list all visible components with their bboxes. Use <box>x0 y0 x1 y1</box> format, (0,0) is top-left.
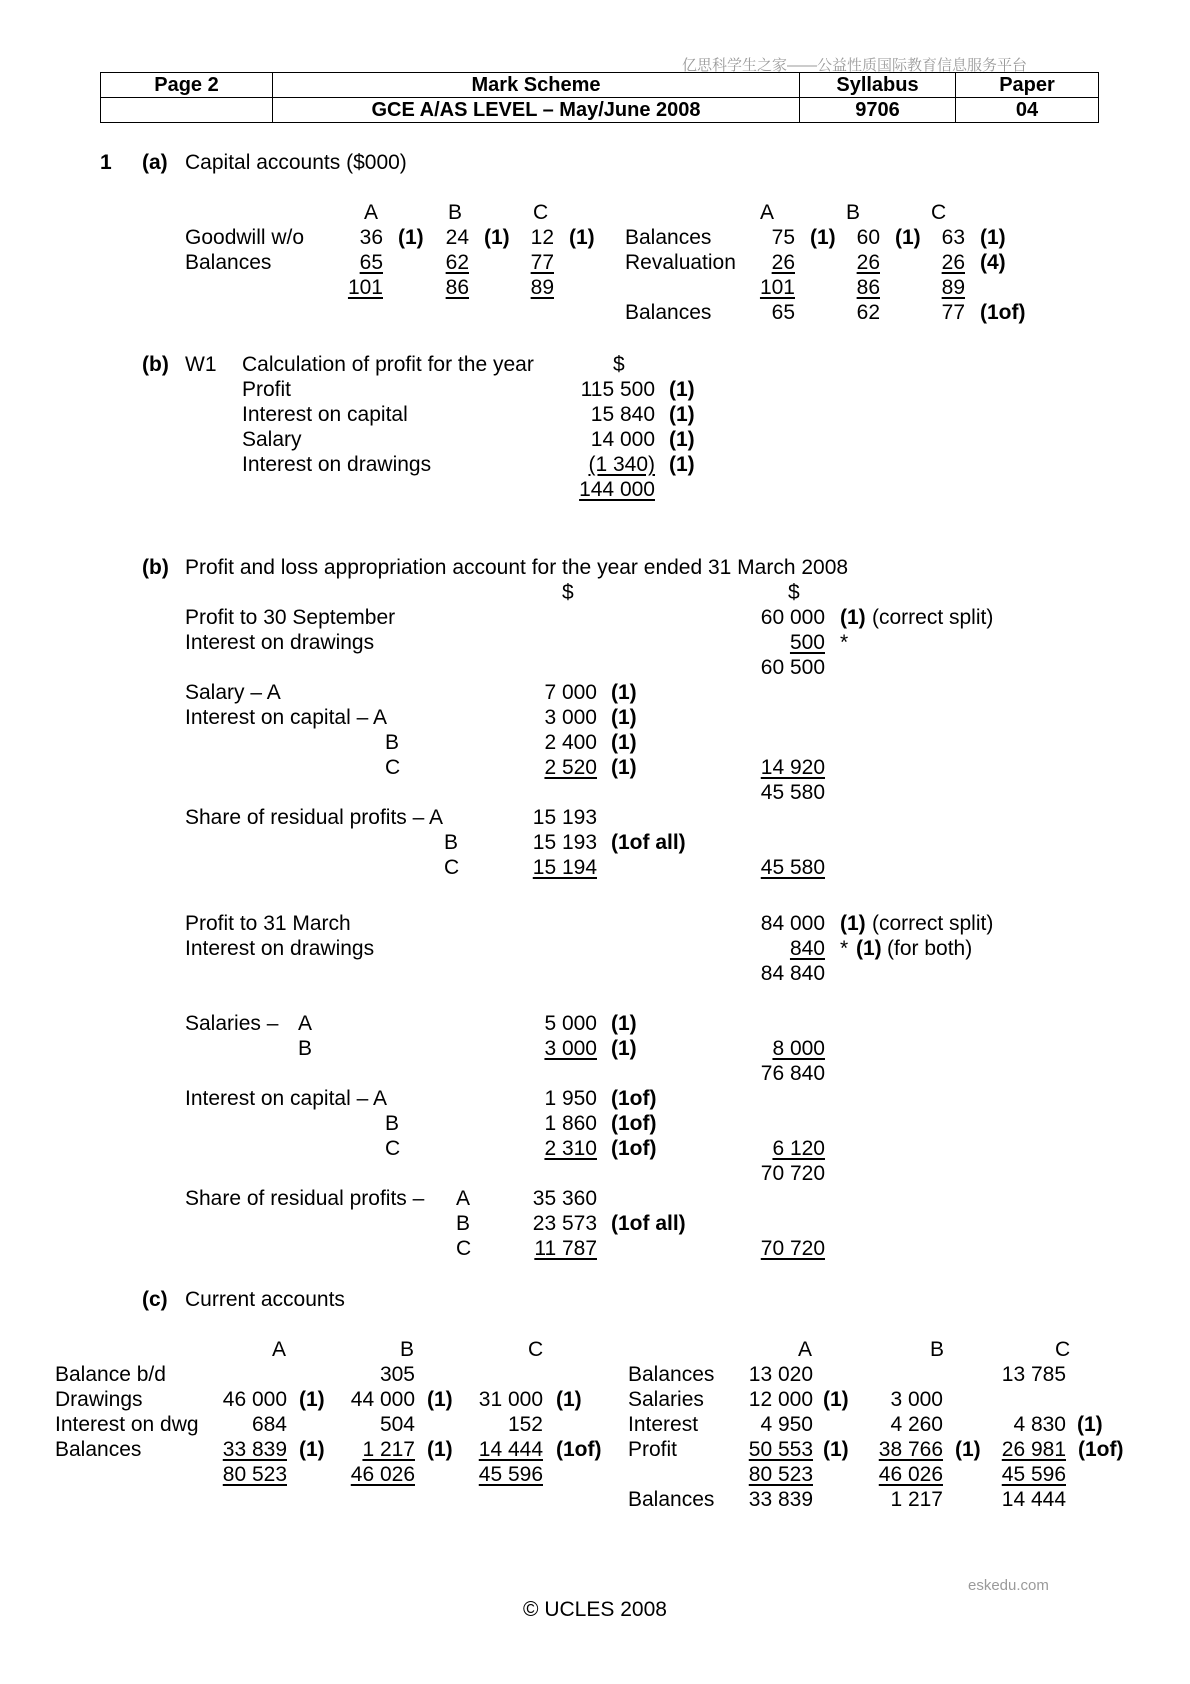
value: 13 020 <box>748 1363 813 1386</box>
row-label: C <box>385 1137 401 1160</box>
appropriation-title: Profit and loss appropriation account for the year ended 31 March 2008 <box>185 556 849 579</box>
row-label: A <box>298 1012 313 1035</box>
value: 62 <box>856 301 880 324</box>
value: 14 000 <box>590 428 655 451</box>
value: 70 720 <box>760 1237 825 1260</box>
row-label: Interest on dwg <box>55 1413 199 1436</box>
mark: (1) <box>611 681 637 704</box>
mark: (1) <box>484 226 510 249</box>
mark: (1) <box>955 1438 981 1461</box>
value: 77 <box>530 251 554 274</box>
mark: (4) <box>980 251 1006 274</box>
col-header: A <box>272 1338 287 1361</box>
value: 23 573 <box>532 1212 597 1235</box>
value: 1 950 <box>544 1087 597 1110</box>
value: 504 <box>379 1413 415 1436</box>
value: 14 444 <box>1001 1488 1066 1511</box>
row-label: Profit <box>242 378 292 401</box>
value: 3 000 <box>890 1388 943 1411</box>
header-paper: 04 <box>956 98 1099 123</box>
col-header: B <box>400 1338 415 1361</box>
value: 24 <box>445 226 469 249</box>
mark: (1) <box>611 1012 637 1035</box>
row-label: Share of residual profits – <box>185 1187 425 1210</box>
row-label: C <box>444 856 460 879</box>
row-label: Salary – A <box>185 681 281 704</box>
row-label: Profit to 30 September <box>185 606 396 629</box>
value: 14 444 <box>478 1438 543 1461</box>
mark: (1) <box>611 756 637 779</box>
mark: (1of) <box>611 1112 657 1135</box>
currency-symbol: $ <box>613 353 625 376</box>
row-label: Balances <box>55 1438 142 1461</box>
row-label: B <box>456 1212 471 1235</box>
part-b-label: (b) <box>142 353 169 376</box>
value: 84 000 <box>760 912 825 935</box>
value: 26 981 <box>1001 1438 1066 1461</box>
value: 500 <box>789 631 825 654</box>
value: 80 523 <box>222 1463 287 1486</box>
value: 15 194 <box>532 856 597 879</box>
row-label: Salary <box>242 428 302 451</box>
value: 45 580 <box>760 781 825 804</box>
value: 4 830 <box>1013 1413 1066 1436</box>
mark: (1) <box>669 403 695 426</box>
value: 70 720 <box>760 1162 825 1185</box>
value: 15 193 <box>532 806 597 829</box>
value: 89 <box>530 276 554 299</box>
value: 86 <box>445 276 469 299</box>
value: 44 000 <box>350 1388 415 1411</box>
col-header: B <box>930 1338 945 1361</box>
value: 60 000 <box>760 606 825 629</box>
row-label: Balances <box>625 301 712 324</box>
mark: (1of) <box>1078 1438 1124 1461</box>
working-title: Calculation of profit for the year <box>242 353 534 376</box>
row-label: Goodwill w/o <box>185 226 305 249</box>
row-label: Interest on capital – A <box>185 1087 387 1110</box>
value: 60 500 <box>760 656 825 679</box>
row-label: C <box>385 756 401 779</box>
mark: (1) <box>840 912 866 935</box>
value: 840 <box>789 937 825 960</box>
question-number: 1 <box>100 151 112 174</box>
value: 8 000 <box>772 1037 825 1060</box>
value: 50 553 <box>748 1438 813 1461</box>
value: 4 950 <box>760 1413 813 1436</box>
header-page: Page 2 <box>101 73 273 98</box>
row-label: Balances <box>628 1488 715 1511</box>
value: 46 000 <box>222 1388 287 1411</box>
col-header: C <box>931 201 947 224</box>
value: 80 523 <box>748 1463 813 1486</box>
row-label: Balance b/d <box>55 1363 166 1386</box>
row-label: B <box>385 731 400 754</box>
mark: (1) <box>980 226 1006 249</box>
value: 101 <box>759 276 795 299</box>
col-header: B <box>448 201 463 224</box>
value: 46 026 <box>350 1463 415 1486</box>
value: 305 <box>379 1363 415 1386</box>
header-empty <box>101 98 273 123</box>
mark: (1) <box>1077 1413 1103 1436</box>
row-label: Interest on capital – A <box>185 706 387 729</box>
value: 46 026 <box>878 1463 943 1486</box>
value: 86 <box>856 276 880 299</box>
part-b-label: (b) <box>142 556 169 579</box>
value: 6 120 <box>772 1137 825 1160</box>
row-label: Profit to 31 March <box>185 912 351 935</box>
value: 31 000 <box>478 1388 543 1411</box>
row-label: B <box>385 1112 400 1135</box>
value: 1 860 <box>544 1112 597 1135</box>
mark: (1) <box>669 453 695 476</box>
mark: (1) <box>823 1438 849 1461</box>
value: 38 766 <box>878 1438 943 1461</box>
value: 7 000 <box>544 681 597 704</box>
value: 26 <box>941 251 965 274</box>
value: 45 596 <box>478 1463 543 1486</box>
row-label: B <box>444 831 459 854</box>
value: 77 <box>941 301 965 324</box>
header-syllabus: 9706 <box>800 98 956 123</box>
mark: (1) <box>856 937 882 960</box>
mark: (1) <box>299 1438 325 1461</box>
value: 1 217 <box>362 1438 415 1461</box>
mark: (1) <box>556 1388 582 1411</box>
mark: (1) <box>569 226 595 249</box>
watermark-bottom: eskedu.com <box>968 1577 1049 1594</box>
note: (for both) <box>887 937 973 960</box>
value: 2 310 <box>544 1137 597 1160</box>
value: 26 <box>771 251 795 274</box>
value: 15 840 <box>590 403 655 426</box>
row-label: Interest <box>628 1413 699 1436</box>
note: * <box>840 937 849 960</box>
col-header: C <box>533 201 549 224</box>
mark: (1) <box>611 1037 637 1060</box>
value: 35 360 <box>532 1187 597 1210</box>
value: 3 000 <box>544 706 597 729</box>
value: 144 000 <box>579 478 655 501</box>
row-label: Interest on drawings <box>242 453 432 476</box>
value: 12 000 <box>748 1388 813 1411</box>
mark: (1of) <box>980 301 1026 324</box>
currency-symbol: $ <box>788 581 800 604</box>
value: 65 <box>359 251 383 274</box>
mark: (1of all) <box>611 1212 686 1235</box>
part-c-label: (c) <box>142 1288 168 1311</box>
mark: (1of) <box>611 1137 657 1160</box>
value: 5 000 <box>544 1012 597 1035</box>
mark: (1) <box>810 226 836 249</box>
value: 152 <box>507 1413 543 1436</box>
value: 3 000 <box>544 1037 597 1060</box>
working-label: W1 <box>185 353 217 376</box>
row-label: Profit <box>628 1438 678 1461</box>
header-paper-label: Paper <box>956 73 1099 98</box>
mark: (1of) <box>611 1087 657 1110</box>
value: 84 840 <box>760 962 825 985</box>
row-label: Salaries <box>628 1388 704 1411</box>
mark: (1) <box>299 1388 325 1411</box>
row-label: Balances <box>628 1363 715 1386</box>
value: 13 785 <box>1001 1363 1066 1386</box>
part-c-title: Current accounts <box>185 1288 345 1311</box>
note: * <box>840 631 849 654</box>
mark: (1) <box>427 1388 453 1411</box>
value: 4 260 <box>890 1413 943 1436</box>
row-label: Revaluation <box>625 251 736 274</box>
col-header: A <box>798 1338 813 1361</box>
value: 15 193 <box>532 831 597 854</box>
row-label: Balances <box>625 226 712 249</box>
value: 89 <box>941 276 965 299</box>
value: 33 839 <box>748 1488 813 1511</box>
value: 101 <box>347 276 383 299</box>
mark: (1of all) <box>611 831 686 854</box>
value: 63 <box>941 226 965 249</box>
footer-copyright: © UCLES 2008 <box>523 1598 667 1621</box>
value: 11 787 <box>534 1237 597 1260</box>
value: 14 920 <box>760 756 825 779</box>
value: 62 <box>445 251 469 274</box>
value: 684 <box>251 1413 287 1436</box>
value: 26 <box>856 251 880 274</box>
value: 36 <box>359 226 383 249</box>
mark: (1) <box>840 606 866 629</box>
mark: (1) <box>427 1438 453 1461</box>
row-label: Interest on capital <box>242 403 408 426</box>
row-label: Share of residual profits – A <box>185 806 443 829</box>
watermark-top: 亿思科学生之家——公益性质国际教育信息服务平台 <box>682 57 1028 74</box>
value: (1 340) <box>588 453 655 476</box>
header-level: GCE A/AS LEVEL – May/June 2008 <box>273 98 800 123</box>
row-label: Balances <box>185 251 272 274</box>
mark: (1) <box>611 706 637 729</box>
row-label: C <box>456 1237 472 1260</box>
header-table <box>100 72 1099 123</box>
value: 65 <box>771 301 795 324</box>
row-label: A <box>456 1187 471 1210</box>
col-header: C <box>528 1338 544 1361</box>
row-label: Drawings <box>55 1388 143 1411</box>
currency-symbol: $ <box>562 581 574 604</box>
col-header: C <box>1055 1338 1071 1361</box>
row-label: Interest on drawings <box>185 631 375 654</box>
col-header: B <box>846 201 861 224</box>
mark: (1) <box>895 226 921 249</box>
header-mark-scheme: Mark Scheme <box>273 73 800 98</box>
value: 60 <box>856 226 880 249</box>
note: (correct split) <box>872 606 994 629</box>
value: 1 217 <box>890 1488 943 1511</box>
mark: (1) <box>669 378 695 401</box>
value: 76 840 <box>760 1062 825 1085</box>
value: 33 839 <box>222 1438 287 1461</box>
col-header: A <box>364 201 379 224</box>
value: 2 400 <box>544 731 597 754</box>
value: 115 500 <box>580 378 655 401</box>
part-a-label: (a) <box>142 151 168 174</box>
part-a-title: Capital accounts ($000) <box>185 151 407 174</box>
col-header: A <box>760 201 775 224</box>
row-label: Salaries – <box>185 1012 279 1035</box>
mark: (1) <box>823 1388 849 1411</box>
mark: (1) <box>669 428 695 451</box>
note: (correct split) <box>872 912 994 935</box>
value: 2 520 <box>544 756 597 779</box>
mark: (1of) <box>556 1438 602 1461</box>
value: 75 <box>771 226 795 249</box>
row-label: Interest on drawings <box>185 937 375 960</box>
value: 45 580 <box>760 856 825 879</box>
mark: (1) <box>611 731 637 754</box>
value: 12 <box>530 226 554 249</box>
mark: (1) <box>398 226 424 249</box>
header-syllabus-label: Syllabus <box>800 73 956 98</box>
value: 45 596 <box>1001 1463 1066 1486</box>
row-label: B <box>298 1037 313 1060</box>
